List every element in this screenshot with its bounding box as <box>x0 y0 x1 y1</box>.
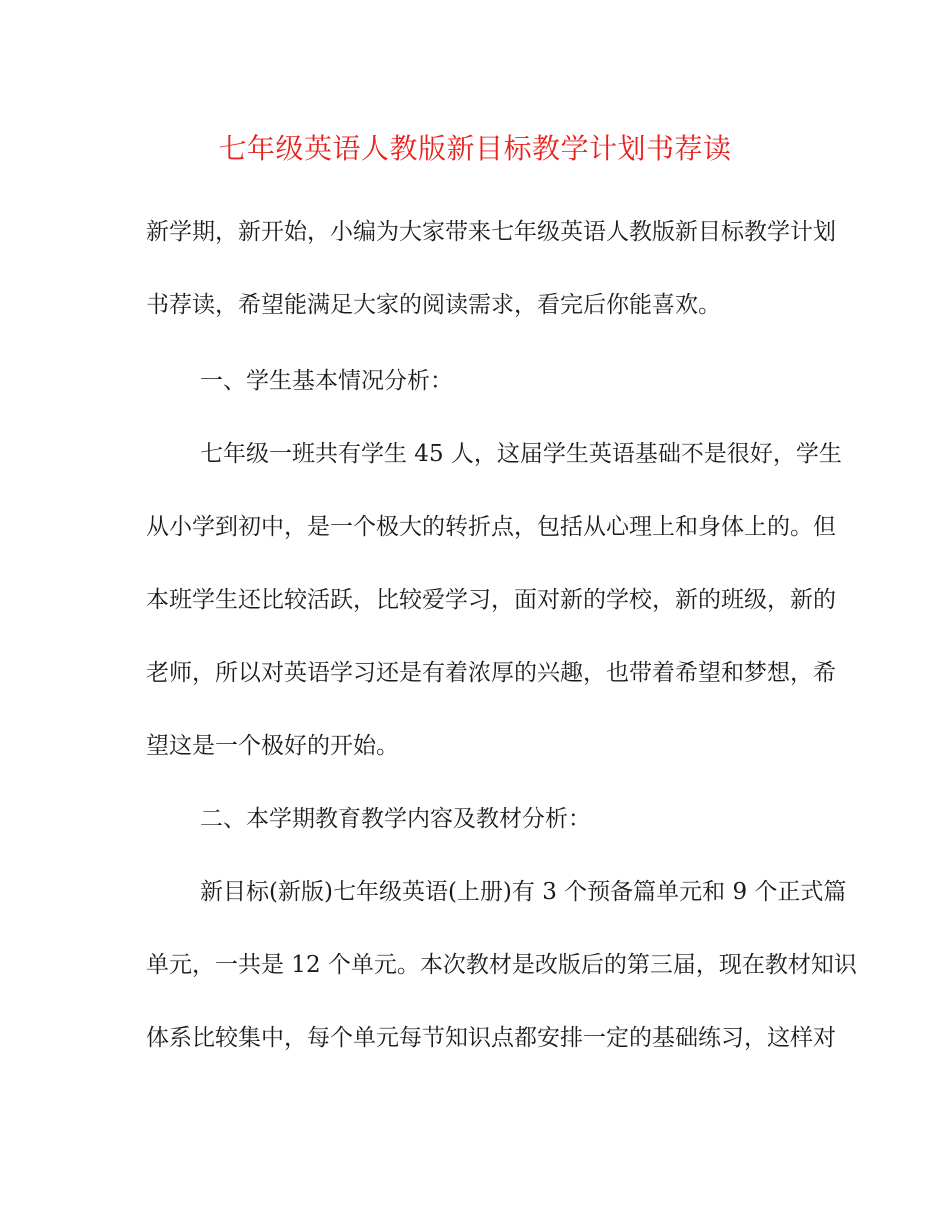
paragraph-line-7: 望这是一个极好的开始。 <box>146 733 399 759</box>
section-heading-1: 一、学生基本情况分析： <box>200 368 453 394</box>
paragraph-line-9: 单元，一共是 12 个单元。本次教材是改版后的第三届，现在教材知识 <box>146 952 857 978</box>
paragraph-line-6: 老师，所以对英语学习还是有着浓厚的兴趣，也带着希望和梦想，希 <box>146 660 836 686</box>
paragraph-line-10: 体系比较集中，每个单元每节知识点都安排一定的基础练习，这样对 <box>146 1025 836 1051</box>
paragraph-line-4: 从小学到初中，是一个极大的转折点，包括从心理上和身体上的。但 <box>146 514 836 540</box>
paragraph-line-5: 本班学生还比较活跃，比较爱学习，面对新的学校，新的班级，新的 <box>146 587 836 613</box>
paragraph-line-8: 新目标(新版)七年级英语(上册)有 3 个预备篇单元和 9 个正式篇 <box>200 879 847 905</box>
section-heading-2: 二、本学期教育教学内容及教材分析： <box>200 806 591 832</box>
paragraph-line-1: 新学期，新开始，小编为大家带来七年级英语人教版新目标教学计划 <box>146 219 836 245</box>
document-title: 七年级英语人教版新目标教学计划书荐读 <box>218 132 732 165</box>
paragraph-line-2: 书荐读，希望能满足大家的阅读需求，看完后你能喜欢。 <box>146 292 721 318</box>
paragraph-line-3: 七年级一班共有学生 45 人，这届学生英语基础不是很好，学生 <box>200 441 842 467</box>
